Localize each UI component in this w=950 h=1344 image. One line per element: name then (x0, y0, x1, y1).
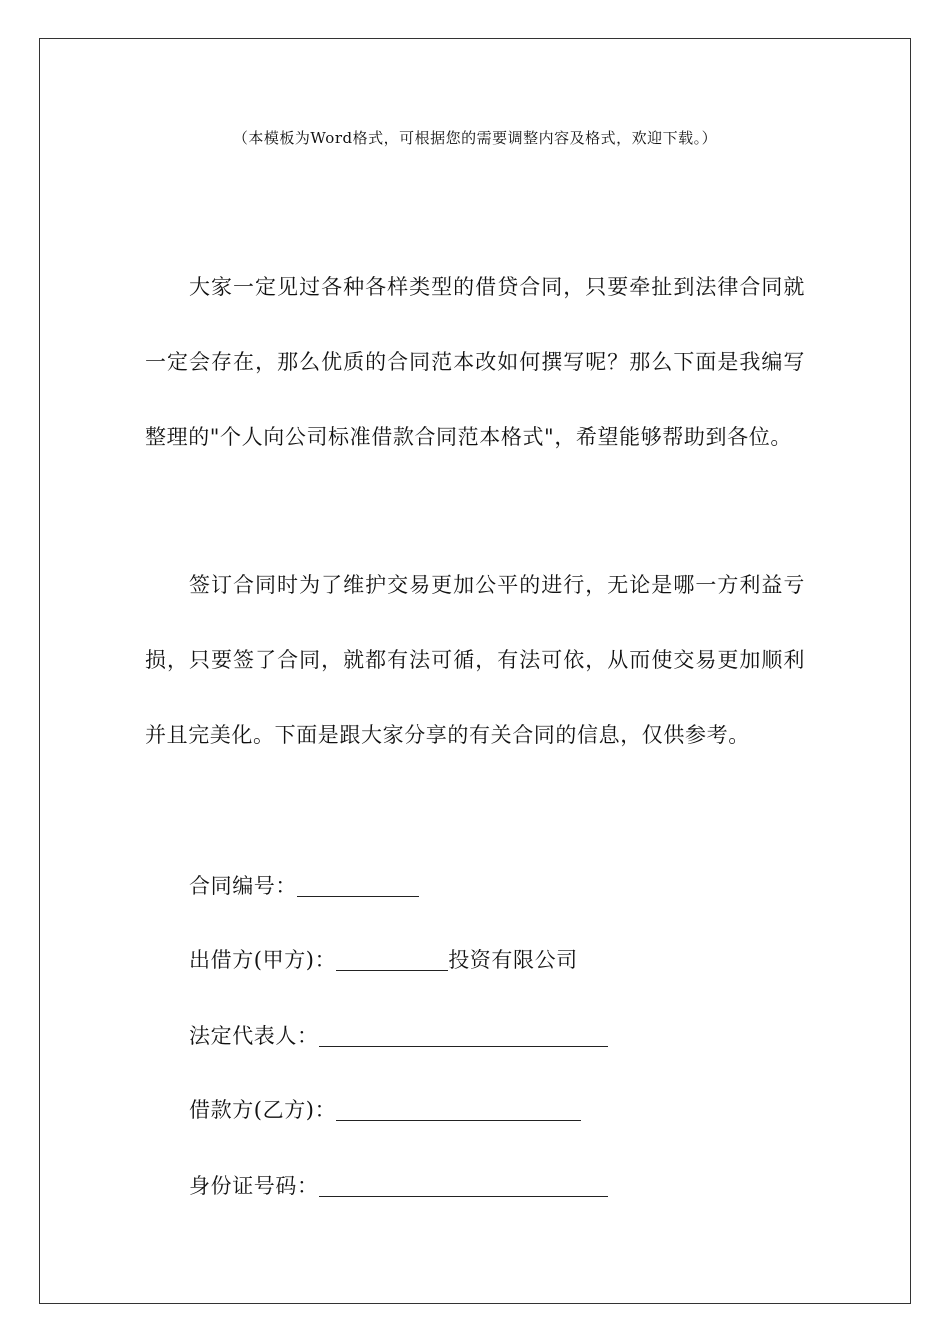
intro-paragraph: 大家一定见过各种各样类型的借贷合同，只要牵扯到法律合同就一定会存在，那么优质的合同范本改如何撰写呢？那么下面是我编写整理的"个人向公司标准借款合同范本格式"，希望能够帮助到各位。 (145, 275, 805, 449)
signing-paragraph: 签订合同时为了维护交易更加公平的进行，无论是哪一方利益亏损，只要签了合同，就都有法可循，有法可依，从而使交易更加顺利并且完美化。下面是跟大家分享的有关合同的信息，仅供参考。 (145, 573, 805, 747)
lender-name-blank[interactable] (336, 948, 448, 971)
legal-representative-field (189, 1021, 608, 1051)
borrower-field (189, 1095, 581, 1125)
template-note: （本模板为Word格式，可根据您的需要调整内容及格式，欢迎下载。） (232, 129, 718, 147)
lender-suffix: 投资有限公司 (448, 948, 578, 972)
lender-label: 出借方(甲方)： (189, 948, 337, 972)
borrower-blank[interactable] (336, 1098, 581, 1121)
borrower-label: 借款方(乙方)： (189, 1098, 337, 1122)
id-number-label: 身份证号码： (189, 1174, 319, 1198)
contract-number-blank[interactable] (297, 874, 419, 897)
id-number-field (189, 1171, 608, 1201)
contract-number-label: 合同编号： (189, 874, 297, 898)
legal-representative-label: 法定代表人： (189, 1024, 319, 1048)
lender-field (189, 945, 578, 975)
contract-number-field (189, 871, 419, 901)
legal-representative-blank[interactable] (319, 1024, 608, 1047)
id-number-blank[interactable] (319, 1174, 608, 1197)
